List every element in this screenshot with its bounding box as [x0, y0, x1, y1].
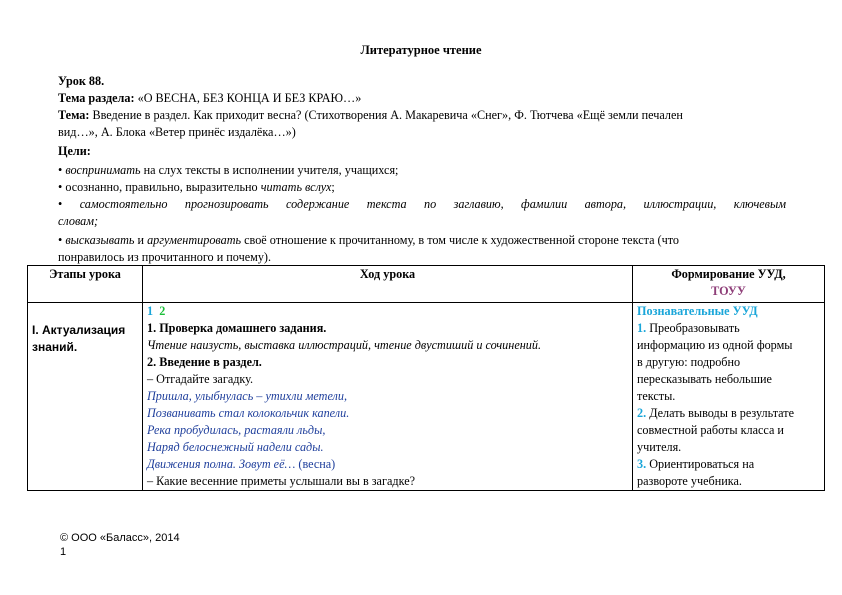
uud-item-line: Преобразовывать — [649, 321, 740, 335]
uud-item-line: Ориентироваться на — [649, 457, 755, 471]
uud-item-number: 1. — [637, 321, 647, 335]
course-cell — [143, 303, 633, 491]
lesson-number: Урок 88. — [58, 74, 105, 88]
riddle-line: Пришла, улыбнулась – утихли метели, — [147, 389, 348, 403]
goal-bullet: • — [58, 233, 63, 247]
uud-item — [637, 456, 820, 490]
goal-item — [58, 232, 786, 249]
lesson-theme-value-1: Введение в раздел. Как приходит весна? (Стихотворения А. Макаревича «Снег», Ф. Тютчева «Ещё земли печален — [92, 108, 683, 122]
goal-text: своё отношение к прочитанному, в том числе к художественной стороне текста (что — [241, 233, 679, 247]
goal-text: на слух тексты в исполнении учителя, учащихся; — [140, 163, 399, 177]
lesson-theme — [58, 107, 786, 124]
goal-text: ; — [331, 180, 335, 194]
section-theme — [58, 90, 786, 107]
goal-emphasis: самостоятельно прогнозировать содержание текста по заглавию, фамилии автора, иллюстрации, ключевым — [79, 197, 786, 211]
lesson-theme-value-2: вид…», А. Блока «Ветер принёс издалёка…») — [58, 125, 296, 139]
stage-cell — [28, 303, 143, 491]
uud-item-line: учителя. — [637, 440, 682, 454]
goal-emphasis-continued: словам; — [58, 214, 99, 228]
goal-text-continued: понравилось из прочитанного и почему). — [58, 250, 272, 264]
header-course: Ход урока — [143, 266, 633, 303]
stage-name-2: знаний. — [32, 340, 78, 354]
header-toyy: ТОУУ — [711, 284, 746, 298]
slide-numbers — [147, 303, 628, 320]
goal-bullet: • — [58, 163, 63, 177]
section-theme-label: Тема раздела: — [58, 91, 135, 105]
uud-item-line: развороте учебника. — [637, 474, 742, 488]
header-stages: Этапы урока — [28, 266, 143, 303]
riddle-prompt: – Отгадайте загадку. — [147, 372, 254, 386]
goal-emphasis: читать вслух — [260, 180, 332, 194]
header-uud-title: Формирование УУД, — [671, 267, 786, 281]
goal-text: осознанно, правильно, выразительно — [65, 180, 261, 194]
uud-item-line: информацию из одной формы — [637, 338, 793, 352]
section-theme-value: «О ВЕСНА, БЕЗ КОНЦА И БЕЗ КРАЮ…» — [137, 91, 362, 105]
uud-item-line: в другую: подробно — [637, 355, 741, 369]
riddle-line: Движения полна. Зовут её… — [147, 457, 296, 471]
goal-item — [58, 162, 786, 179]
document-title: Литературное чтение — [360, 43, 482, 57]
footer — [60, 531, 180, 559]
uud-title: Познавательные УУД — [637, 304, 758, 318]
header-uud — [633, 266, 825, 303]
goal-bullet: • — [58, 197, 63, 211]
goal-bullet: • — [58, 180, 63, 194]
uud-item-line: тексты. — [637, 389, 676, 403]
homework-check-text: Чтение наизусть, выставка иллюстраций, чтение двустиший и сочинений. — [147, 338, 542, 352]
table-row — [28, 303, 825, 491]
question: – Какие весенние приметы услышали вы в загадке? — [147, 474, 416, 488]
goals-label: Цели: — [58, 144, 91, 158]
uud-item-number: 3. — [637, 457, 647, 471]
goal-emphasis: аргументировать — [147, 233, 242, 247]
goal-item — [58, 179, 786, 196]
copyright: © ООО «Баласс», 2014 — [60, 532, 180, 544]
uud-item — [637, 405, 820, 456]
riddle-answer: (весна) — [298, 457, 336, 471]
slide-number: 1 — [147, 304, 154, 318]
section-intro-title: 2. Введение в раздел. — [147, 355, 262, 369]
slide-number: 2 — [159, 304, 166, 318]
riddle-line: Позванивать стал колокольчик капели. — [147, 406, 350, 420]
homework-check-title: 1. Проверка домашнего задания. — [147, 321, 327, 335]
riddle-last-line — [147, 456, 628, 473]
lesson-theme-label: Тема: — [58, 108, 90, 122]
table-header-row — [28, 266, 825, 303]
goal-text: и — [134, 233, 148, 247]
uud-cell — [633, 303, 825, 491]
stage-name-1: I. Актуализация — [32, 323, 126, 337]
goal-emphasis: высказывать — [65, 233, 135, 247]
page-number: 1 — [60, 546, 67, 558]
lesson-table — [27, 265, 825, 491]
uud-item-line: Делать выводы в результате — [649, 406, 795, 420]
uud-item — [637, 320, 820, 405]
riddle-line: Наряд белоснежный надели сады. — [147, 440, 324, 454]
uud-item-number: 2. — [637, 406, 647, 420]
uud-item-line: совместной работы класса и — [637, 423, 784, 437]
riddle-line: Река пробудилась, растаяли льды, — [147, 423, 326, 437]
uud-item-line: пересказывать небольшие — [637, 372, 772, 386]
goal-emphasis: воспринимать — [65, 163, 141, 177]
goal-item — [58, 196, 786, 213]
